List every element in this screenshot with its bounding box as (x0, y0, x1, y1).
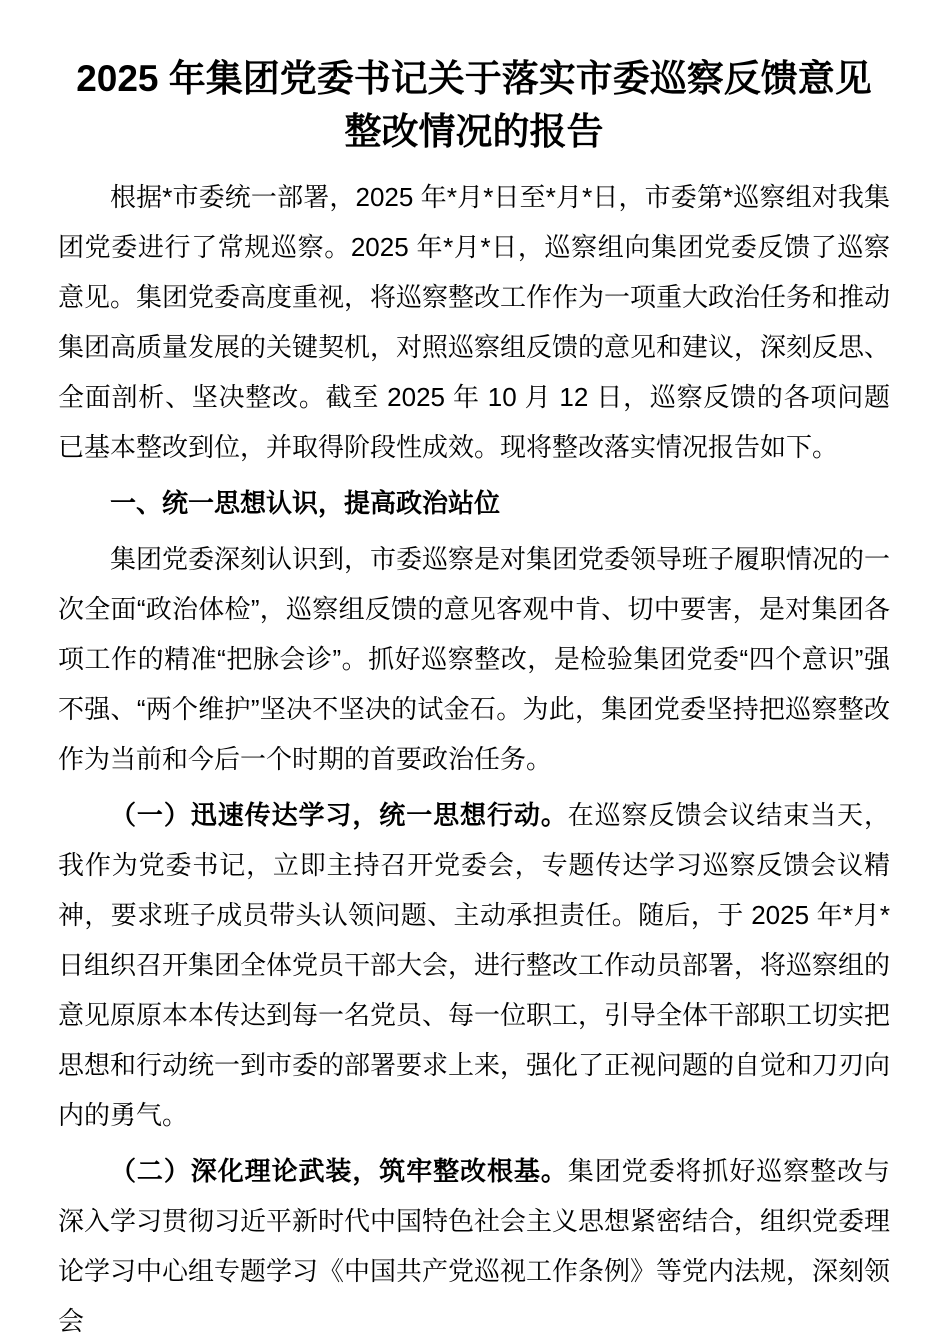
paragraph-text: 集团党委深刻认识到，市委巡察是对集团党委领导班子履职情况的一次全面“政治体检”，巡察组反馈的意见客观中肯、切中要害，是对集团各项工作的精准“把脉会诊”。抓好巡察整改，是检验集团党委“四个意识”强不强、“两个维护”坚决不坚决的试金石。为此，集团党委坚持把巡察整改作为当前和今后一个时期的首要政治任务。 (58, 544, 891, 774)
paragraph-text: 集团党委将抓好巡察整改与深入学习贯彻习近平新时代中国特色社会主义思想紧密结合，组织党委理论学习中心组专题学习《中国共产党巡视工作条例》等党内法规，深刻领会 (58, 1156, 891, 1336)
paragraph-text: 根据*市委统一部署，2025 年*月*日至*月*日，市委第*巡察组对我集团党委进行了常规巡察。2025 年*月*日，巡察组向集团党委反馈了巡察意见。集团党委高度重视，将巡察整改工作作为一项重大政治任务和推动集团高质量发展的关键契机，对照巡察组反馈的意见和建议，深刻反思、全面剖析、坚决整改。截至 2025 年 10 月 12 日，巡察反馈的各项问题已基本整改到位，并取得阶段性成效。现将整改落实情况报告如下。 (58, 182, 891, 462)
body-paragraph (58, 790, 890, 1140)
paragraph-text: 在巡察反馈会议结束当天，我作为党委书记，立即主持召开党委会，专题传达学习巡察反馈会议精神，要求班子成员带头认领问题、主动承担责任。随后，于 2025 年*月*日组织召开集团全体党员干部大会，进行整改工作动员部署，将巡察组的意见原原本本传达到每一名党员、每一位职工，引导全体干部职工切实把思想和行动统一到市委的部署要求上来，强化了正视问题的自觉和刀刃向内的勇气。 (58, 800, 891, 1130)
body-paragraph (58, 172, 890, 472)
body-paragraph (58, 534, 890, 784)
paragraph-bold-lead: （一）迅速传达学习，统一思想行动。 (110, 800, 568, 830)
paragraph-bold-lead: 一、统一思想认识，提高政治站位 (110, 488, 501, 518)
document-title: 2025 年集团党委书记关于落实市委巡察反馈意见整改情况的报告 (76, 58, 872, 152)
section-heading (58, 478, 890, 528)
paragraph-bold-lead: （二）深化理论武装，筑牢整改根基。 (110, 1156, 568, 1186)
body-paragraph (58, 1146, 890, 1344)
document-body (58, 172, 890, 1344)
